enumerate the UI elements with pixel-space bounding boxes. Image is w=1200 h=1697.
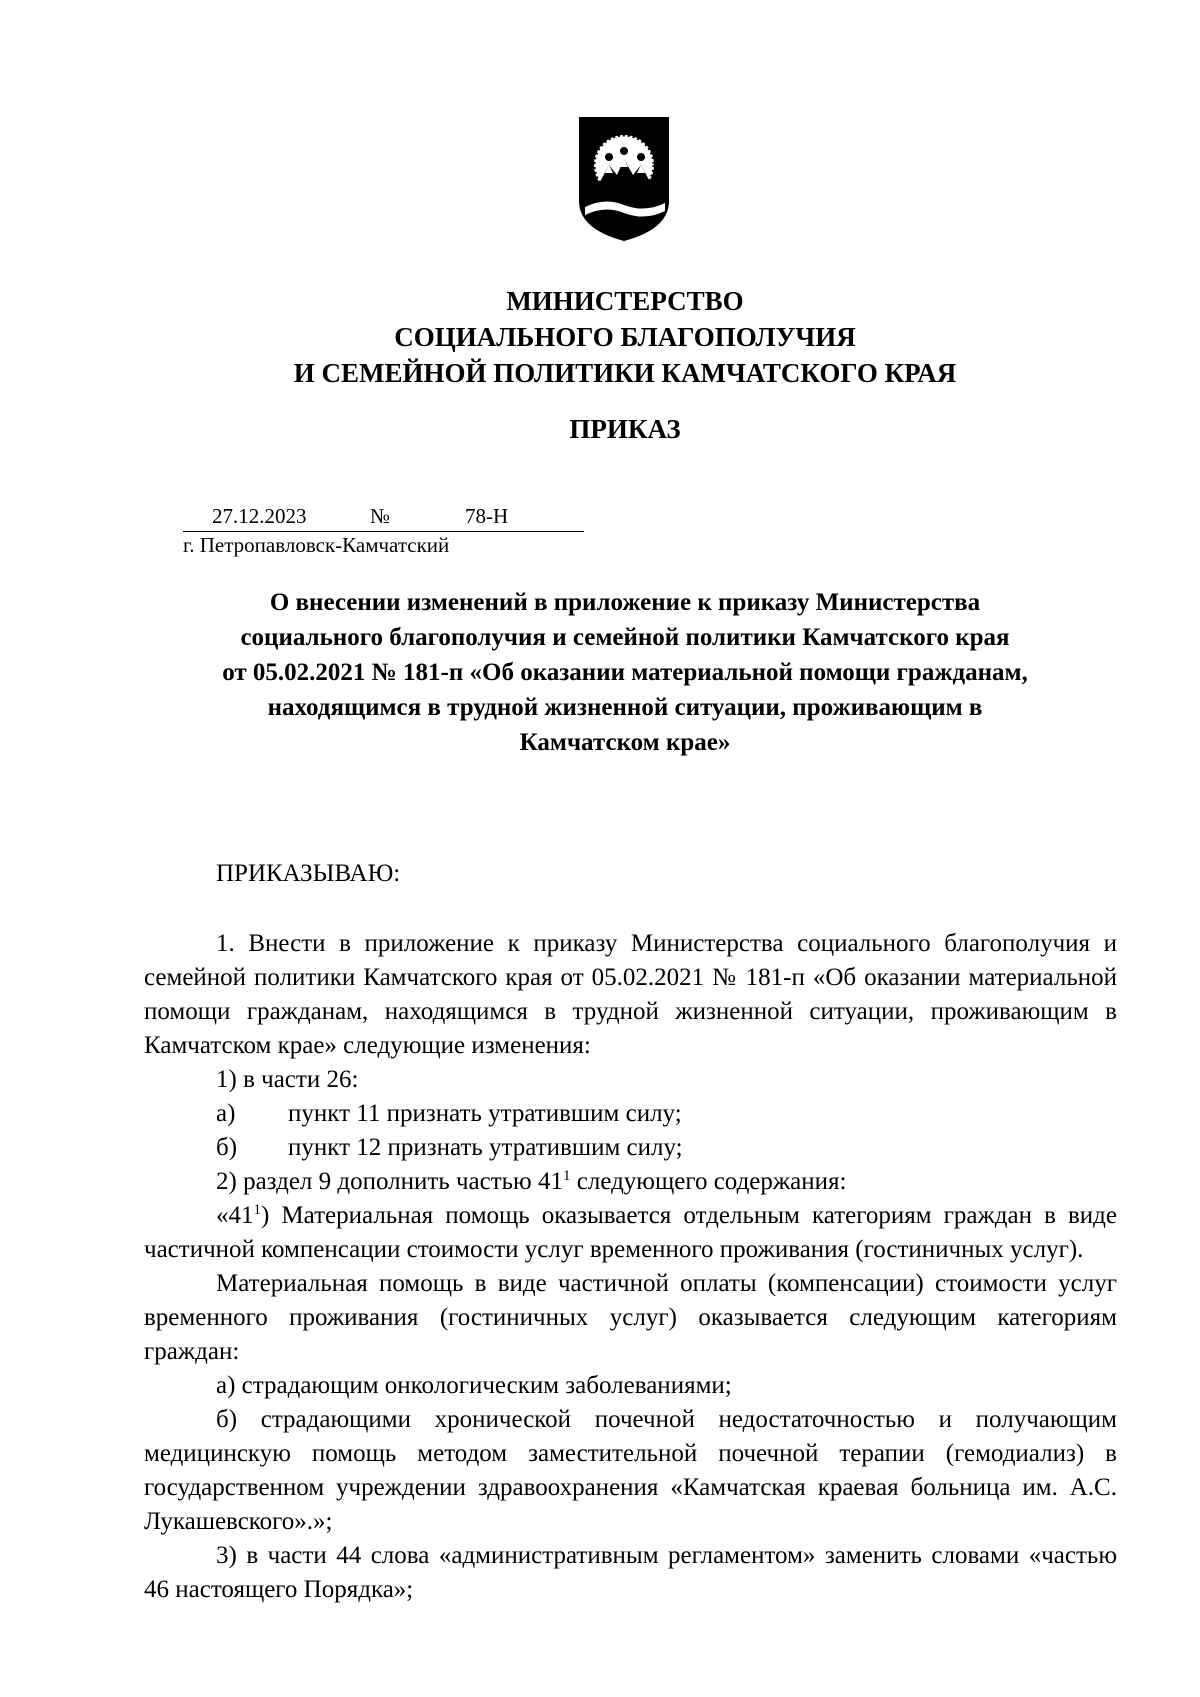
subject-line: О внесении изменений в приложение к приказу Министерства [269, 589, 981, 616]
kamchatka-coat-of-arms-icon [571, 113, 677, 243]
list-item-text: пункт 11 признать утратившим силу; [288, 1100, 682, 1127]
order-date: 27.12.2023 [212, 504, 307, 528]
list-marker: а) [216, 1100, 236, 1127]
issue-city: г. Петропавловск-Камчатский [183, 533, 450, 557]
subject-line: социального благополучия и семейной политики Камчатского края [240, 624, 1010, 651]
list-item-text: пункт 12 признать утратившим силу; [288, 1134, 683, 1161]
superscript: 1 [563, 1168, 571, 1184]
order-subject [130, 585, 1120, 760]
paragraph [144, 1165, 1117, 1199]
paragraph: а) страдающим онкологическим заболеваниями; [216, 1372, 732, 1399]
paragraph: 3) в части 44 слова «административным регламентом» заменить словами «частью 46 настоящего Порядка»; [144, 1542, 1117, 1603]
paragraph: 1. Внести в приложение к приказу Министерства социального благополучия и семейной политики Камчатского края от 05.02.2021 № 181-п «Об оказании материальной помощи гражданам, находящимся в трудной жизненной ситуации, проживающим в Камчатском крае» следующие изменения: [144, 930, 1117, 1059]
decree-word: ПРИКАЗЫВАЮ: [216, 860, 401, 887]
ministry-line: МИНИСТЕРСТВО [506, 286, 744, 316]
paragraph-text: «41 [216, 1202, 254, 1229]
subject-line: Камчатском крае» [519, 729, 731, 756]
paragraph: 1) в части 26: [216, 1066, 359, 1093]
paragraph: б) страдающими хронической почечной недостаточностью и получающим медицинскую помощь методом заместительной почечной терапии (гемодиализ) в государственном учреждении здравоохранения «Камчатская краевая больница им. А.С. Лукашевского».»; [144, 1406, 1117, 1535]
document-type-title: ПРИКАЗ [569, 414, 681, 444]
order-body [144, 857, 1117, 1607]
list-marker: б) [216, 1134, 238, 1161]
paragraph-text: 2) раздел 9 дополнить частью 41 [216, 1168, 563, 1195]
ministry-line: И СЕМЕЙНОЙ ПОЛИТИКИ КАМЧАТСКОГО КРАЯ [293, 358, 957, 388]
number-sign: № [370, 504, 391, 528]
paragraph-text: следующего содержания: [570, 1168, 847, 1195]
subject-line: находящимся в трудной жизненной ситуации, проживающим в [267, 694, 983, 721]
list-item [144, 1131, 1117, 1165]
paragraph: Материальная помощь в виде частичной оплаты (компенсации) стоимости услуг временного проживания (гостиничных услуг) оказывается следующим категориям граждан: [144, 1270, 1117, 1365]
order-number: 78-Н [465, 504, 509, 528]
paragraph [144, 1199, 1117, 1267]
list-item [144, 1097, 1117, 1131]
ministry-name [0, 283, 1200, 391]
date-number-line [183, 503, 584, 532]
paragraph-text: ) Материальная помощь оказывается отдельным категориям граждан в виде частичной компенсации стоимости услуг временного проживания (гостиничных услуг). [144, 1202, 1117, 1263]
subject-line: от 05.02.2021 № 181-п «Об оказании материальной помощи гражданам, [222, 659, 1028, 686]
ministry-line: СОЦИАЛЬНОГО БЛАГОПОЛУЧИЯ [394, 322, 856, 352]
superscript: 1 [253, 1202, 261, 1218]
